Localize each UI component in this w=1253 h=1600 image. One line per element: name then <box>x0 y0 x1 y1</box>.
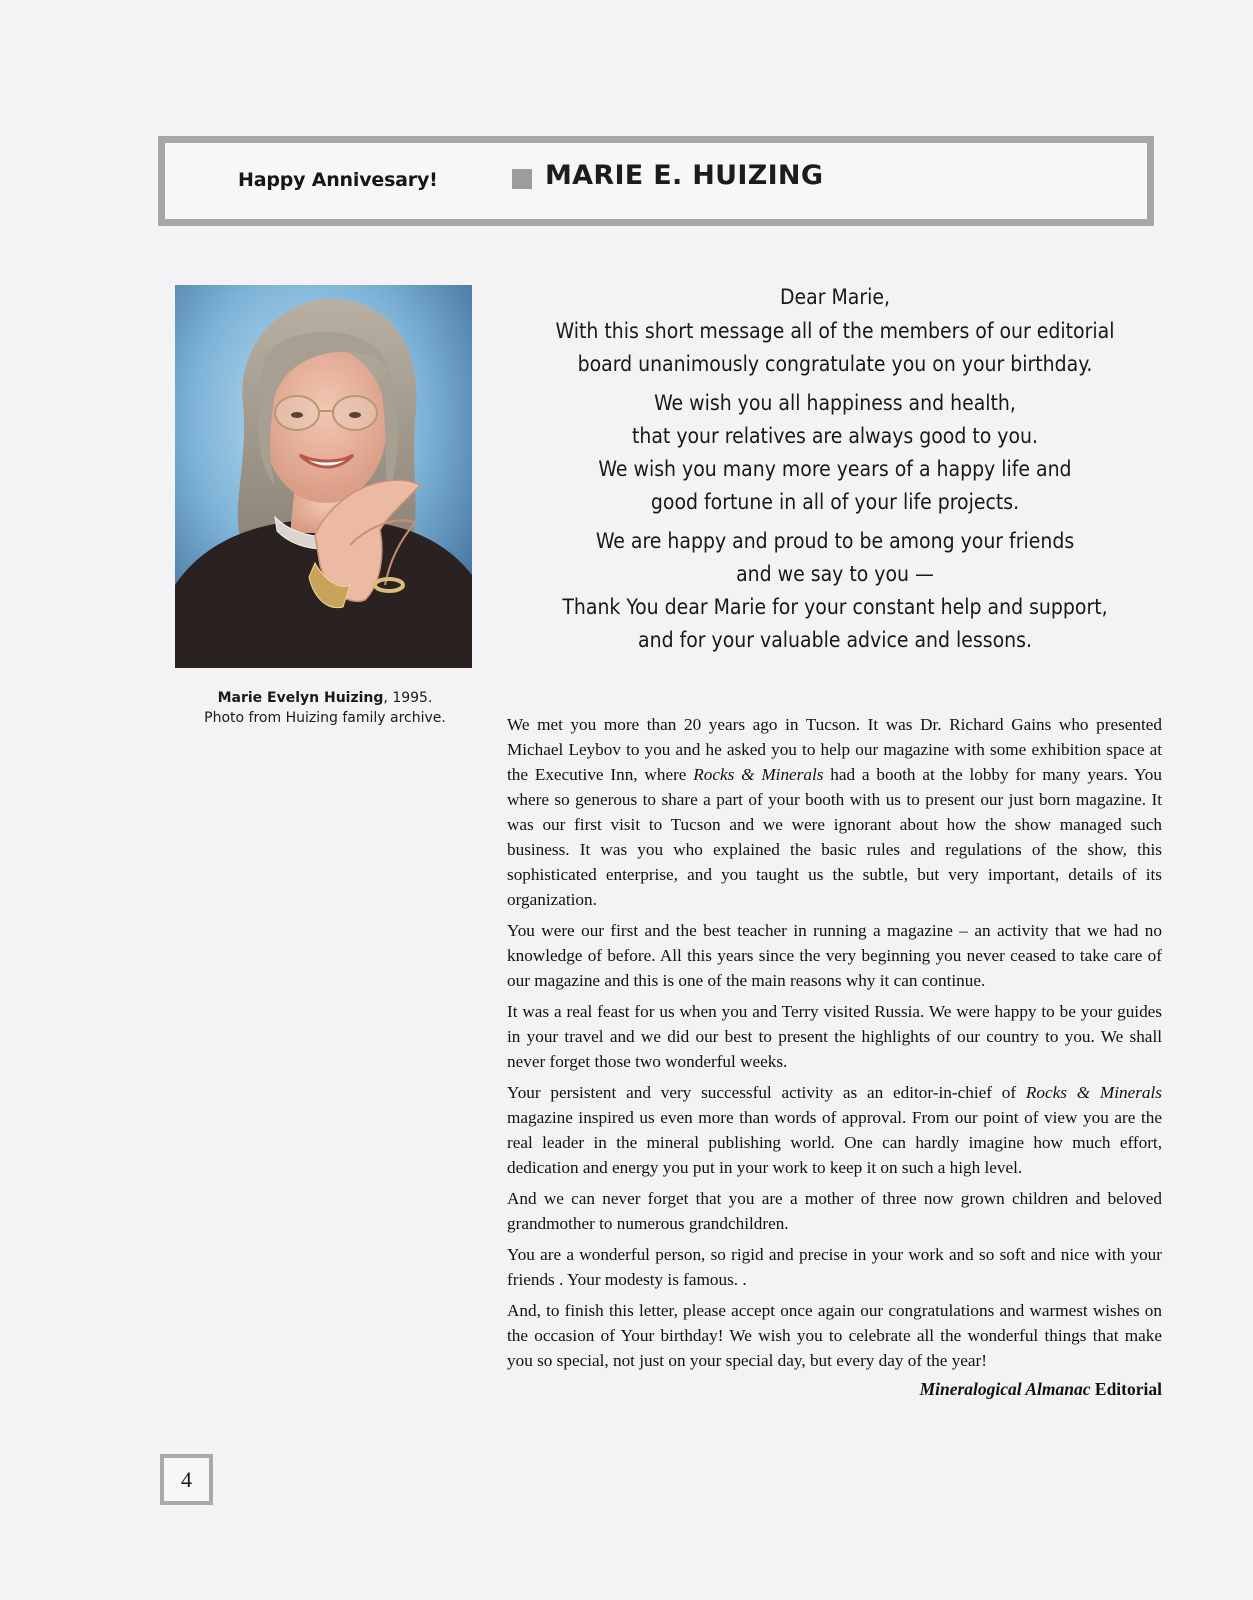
letter-paragraph: And, to finish this letter, please accept once again our congratulations and warmest wishes on the occasion of Your birthday! We wish you to celebrate all the wonderful things that make you so special, not just on your special day, but every day of the year! <box>507 1301 1162 1370</box>
greeting-line: board unanimously congratulate you on your birthday. <box>577 352 1093 376</box>
greeting-stanza <box>500 315 1170 381</box>
letter-body <box>507 712 1162 1402</box>
portrait-photo <box>175 285 472 668</box>
letter-text: had a booth at the lobby for many years. You where so generous to share a part of your booth with us to present our just born magazine. It was our first visit to Tucson and we were ignorant about how the show managed such business. It was you who explained the basic rules and regulations of the show, this sophisticated enterprise, and you taught us the subtle, but very important, details of its organization. <box>507 765 1162 909</box>
greeting-salutation: Dear Marie, <box>779 285 891 309</box>
letter-text: magazine inspired us even more than words of approval. From our point of view you are the real leader in the mineral publishing world. One can hardly imagine how much effort, dedication and energy you put in your work to keep it on such a high level. <box>507 1108 1162 1177</box>
greeting-line: Thank You dear Marie for your constant help and support, <box>562 595 1108 619</box>
title-square-icon <box>512 169 532 189</box>
greeting-line: We wish you all happiness and health, <box>654 391 1016 415</box>
greeting-line: good fortune in all of your life projects. <box>650 490 1020 514</box>
portrait-illustration <box>175 285 472 668</box>
greeting-block <box>500 281 1170 663</box>
greeting-line: We wish you many more years of a happy life and <box>598 457 1072 481</box>
letter-paragraph <box>507 1080 1162 1180</box>
signature-suffix: Editorial <box>1090 1379 1162 1399</box>
photo-caption <box>160 688 490 728</box>
greeting-stanza <box>500 387 1170 519</box>
kicker: Happy Annivesary! <box>238 169 438 191</box>
letter-text: Your persistent and very successful activity as an editor-in-chief of <box>507 1083 1026 1102</box>
signature <box>507 1377 1162 1402</box>
greeting-line: With this short message all of the members of our editorial <box>555 319 1115 343</box>
letter-text: We met you more than 20 years ago in Tucson. It was Dr. Richard Gains who presented Michael Leybov to you and he asked you to help our magazine with some exhibition space at the Executive Inn, where <box>507 715 1162 784</box>
letter-paragraph: You were our first and the best teacher in running a magazine – an activity that we had no knowledge of before. All this years since the very beginning you never ceased to take care of our magazine and this is one of the main reasons why it can continue. <box>507 921 1162 990</box>
letter-paragraph: You are a wonderful person, so rigid and precise in your work and so soft and nice with your friends . Your modesty is famous. . <box>507 1245 1162 1289</box>
greeting-line: and for your valuable advice and lessons. <box>638 628 1032 652</box>
caption-credit: Photo from Huizing family archive. <box>204 710 446 726</box>
magazine-title: Rocks & Minerals <box>1025 1083 1162 1102</box>
letter-paragraph <box>507 712 1162 912</box>
letter-paragraph: And we can never forget that you are a mother of three now grown children and beloved grandmother to numerous grandchildren. <box>507 1189 1162 1233</box>
signature-publication: Mineralogical Almanac <box>919 1379 1091 1399</box>
page-title: MARIE E. HUIZING <box>545 160 824 191</box>
greeting-line: that your relatives are always good to you. <box>631 424 1039 448</box>
magazine-title: Rocks & Minerals <box>693 765 824 784</box>
greeting-stanza <box>500 525 1170 657</box>
letter-paragraph: It was a real feast for us when you and Terry visited Russia. We were happy to be your guides in your travel and we did our best to present the highlights of our country to you. We shall never forget those two wonderful weeks. <box>507 1002 1162 1071</box>
greeting-line: and we say to you — <box>736 562 934 586</box>
header-box <box>158 136 1154 226</box>
greeting-line: We are happy and proud to be among your friends <box>595 529 1075 553</box>
page-number: 4 <box>160 1454 213 1505</box>
caption-year: , 1995. <box>383 690 433 706</box>
caption-name: Marie Evelyn Huizing <box>217 690 384 706</box>
